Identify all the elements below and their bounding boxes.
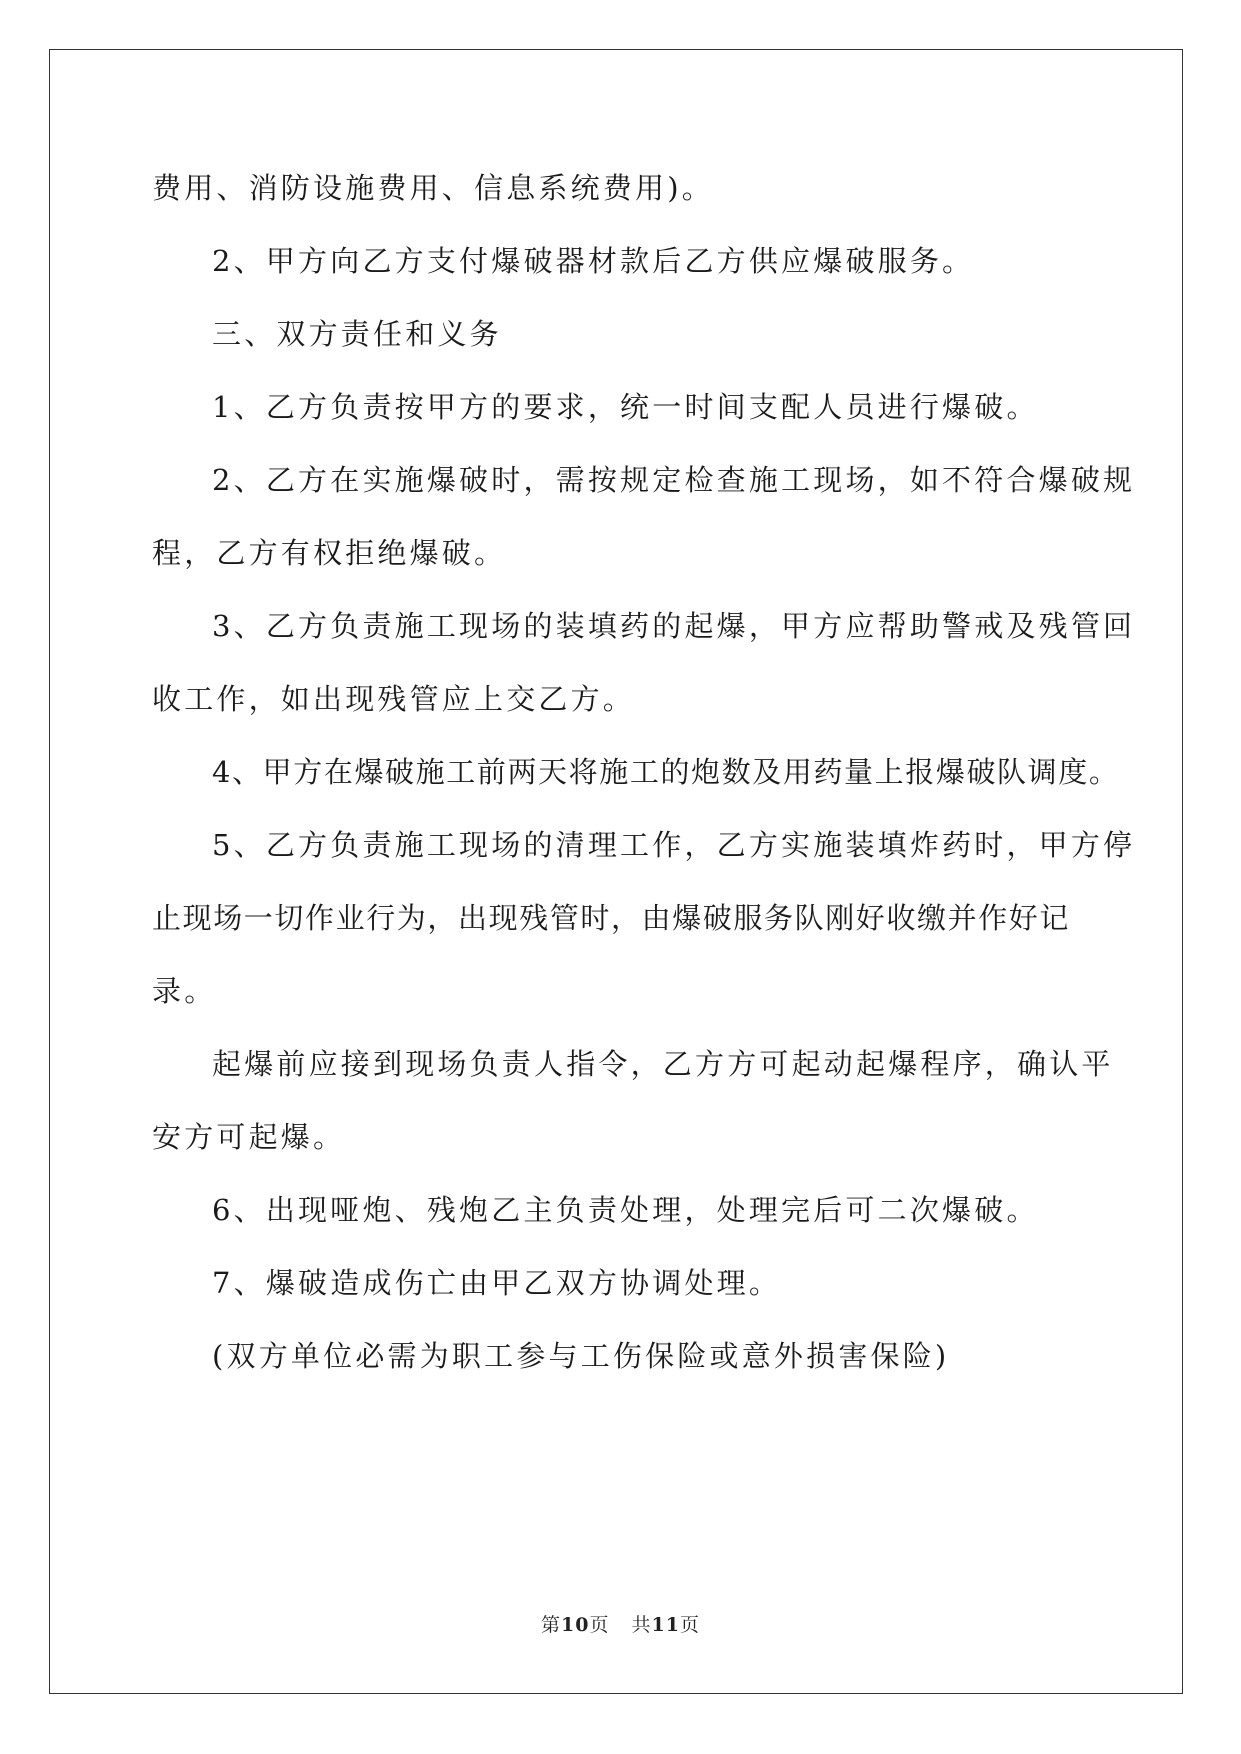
text-line-1: 费用、消防设施费用、信息系统费用)。 bbox=[152, 171, 714, 205]
text-line-14: 安方可起爆。 bbox=[152, 1120, 346, 1154]
page-border bbox=[49, 49, 1183, 1694]
current-page-number: 10 bbox=[561, 1614, 590, 1636]
text-line-9: 4、甲方在爆破施工前两天将施工的炮数及用药量上报爆破队调度。 bbox=[212, 755, 1120, 789]
text-line-5: 2、乙方在实施爆破时，需按规定检查施工现场，如不符合爆破规 bbox=[212, 463, 1136, 497]
text-line-10: 5、乙方负责施工现场的清理工作，乙方实施装填炸药时，甲方停 bbox=[212, 828, 1136, 862]
total-prefix: 共 bbox=[631, 1614, 652, 1636]
text-line-15: 6、出现哑炮、残炮乙主负责处理，处理完后可二次爆破。 bbox=[212, 1193, 1039, 1227]
text-line-8: 收工作，如出现残管应上交乙方。 bbox=[152, 682, 636, 716]
text-line-7: 3、乙方负责施工现场的装填药的起爆，甲方应帮助警戒及残管回 bbox=[212, 609, 1136, 643]
total-suffix: 页 bbox=[679, 1614, 700, 1636]
text-line-11: 止现场一切作业行为，出现残管时，由爆破服务队刚好收缴并作好记 bbox=[152, 901, 1071, 935]
section-heading-3: 三、双方责任和义务 bbox=[212, 317, 502, 351]
text-line-2: 2、甲方向乙方支付爆破器材款后乙方供应爆破服务。 bbox=[212, 244, 975, 278]
text-line-12: 录。 bbox=[152, 974, 217, 1008]
total-page-number: 11 bbox=[651, 1614, 680, 1636]
page-suffix: 页 bbox=[589, 1614, 610, 1636]
text-line-6: 程，乙方有权拒绝爆破。 bbox=[152, 536, 507, 570]
text-line-17: (双方单位必需为职工参与工伤保险或意外损害保险) bbox=[212, 1339, 950, 1373]
page-prefix: 第 bbox=[541, 1614, 562, 1636]
text-line-4: 1、乙方负责按甲方的要求，统一时间支配人员进行爆破。 bbox=[212, 390, 1039, 424]
page-footer bbox=[0, 1610, 1241, 1637]
text-line-16: 7、爆破造成伤亡由甲乙双方协调处理。 bbox=[212, 1266, 782, 1300]
text-line-13: 起爆前应接到现场负责人指令，乙方方可起动起爆程序，确认平 bbox=[212, 1047, 1114, 1081]
